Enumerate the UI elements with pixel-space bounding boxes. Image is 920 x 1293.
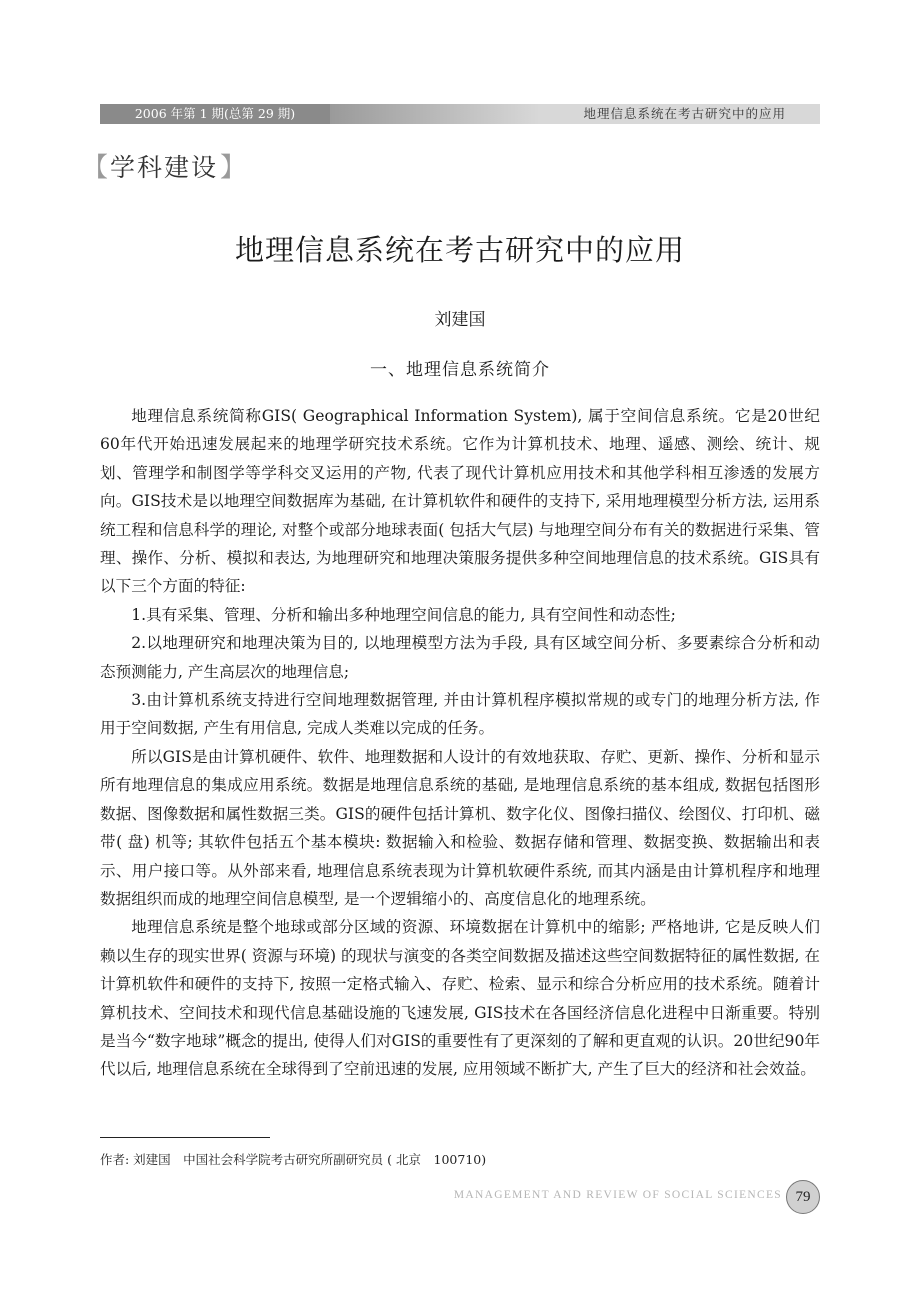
- footnote-rule: [100, 1137, 270, 1138]
- article-body: [100, 402, 820, 1084]
- paragraph-components: 所以GIS是由计算机硬件、软件、地理数据和人设计的有效地获取、存贮、更新、操作、分析和显示所有地理信息的集成应用系统。数据是地理信息系统的基础, 是地理信息系统的基本组成, 数据包括图形数据、图像数据和属性数据三类。GIS的硬件包括计算机、数字化仪、图像扫描仪、绘图仪、打印机、磁带( 盘) 机等; 其软件包括五个基本模块: 数据输入和检验、数据存储和管理、数据变换、数据输出和表示、用户接口等。从外部来看, 地理信息系统表现为计算机软硬件系统, 而其内涵是由计算机程序和地理数据组织而成的地理空间信息模型, 是一个逻辑缩小的、高度信息化的地理系统。: [100, 747, 820, 908]
- running-header: [100, 104, 820, 124]
- article-title: 地理信息系统在考古研究中的应用: [234, 233, 685, 267]
- section-close-bracket: 】: [220, 153, 247, 183]
- paragraph-feature-3: 3.由计算机系统支持进行空间地理数据管理, 并由计算机程序模拟常规的或专门的地理分析方法, 作用于空间数据, 产生有用信息, 完成人类难以完成的任务。: [100, 691, 820, 738]
- section-label: 学科建设: [110, 153, 219, 182]
- author-footnote: 作者: 刘建国 中国社会科学院考古研究所副研究员 ( 北京 100710): [100, 1152, 487, 1167]
- paragraph-feature-1: 1.具有采集、管理、分析和输出多种地理空间信息的能力, 具有空间性和动态性;: [131, 605, 676, 624]
- section-tag: [82, 150, 246, 186]
- paragraph-intro: 地理信息系统简称GIS( Geographical Information System), 属于空间信息系统。它是20世纪60年代开始迅速发展起来的地理学研究技术系统。它作为计算机技术、地理、遥感、测绘、统计、规划、管理学和制图学等学科交叉运用的产物, 代表了现代计算机应用技术和其他学科相互渗透的发展方向。GIS技术是以地理空间数据库为基础, 在计算机软件和硬件的支持下, 采用地理模型分析方法, 运用系统工程和信息科学的理论, 对整个或部分地球表面( 包括大气层) 与地理空间分布有关的数据进行采集、管理、操作、分析、模拟和表达, 为地理研究和地理决策服务提供多种空间地理信息的技术系统。GIS具有以下三个方面的特征:: [100, 407, 820, 596]
- section-heading: 一、地理信息系统简介: [370, 360, 550, 380]
- paragraph-development: 地理信息系统是整个地球或部分区域的资源、环境数据在计算机中的缩影; 严格地讲, 它是反映人们赖以生存的现实世界( 资源与环境) 的现状与演变的各类空间数据及描述这些空间数据特征的属性数据, 在计算机软件和硬件的支持下, 按照一定格式输入、存贮、检索、显示和综合分析应用的技术系统。随着计算机技术、空间技术和现代信息基础设施的飞速发展, GIS技术在各国经济信息化进程中日渐重要。特别是当今“数字地球”概念的提出, 使得人们对GIS的重要性有了更深刻的了解和更直观的认识。20世纪90年代以后, 地理信息系统在全球得到了空前迅速的发展, 应用领域不断扩大, 产生了巨大的经济和社会效益。: [100, 918, 820, 1079]
- journal-name: MANAGEMENT AND REVIEW OF SOCIAL SCIENCES: [453, 1189, 782, 1201]
- article-author: 刘建国: [434, 310, 486, 330]
- header-gradient: [330, 104, 540, 124]
- section-open-bracket: 【: [82, 153, 109, 183]
- issue-label: 2006 年第 1 期(总第 29 期): [100, 104, 330, 124]
- paragraph-feature-2: 2.以地理研究和地理决策为目的, 以地理模型方法为手段, 具有区域空间分析、多要素综合分析和动态预测能力, 产生高层次的地理信息;: [100, 634, 820, 681]
- page-number: 79: [786, 1180, 820, 1214]
- running-title: 地理信息系统在考古研究中的应用: [540, 104, 820, 124]
